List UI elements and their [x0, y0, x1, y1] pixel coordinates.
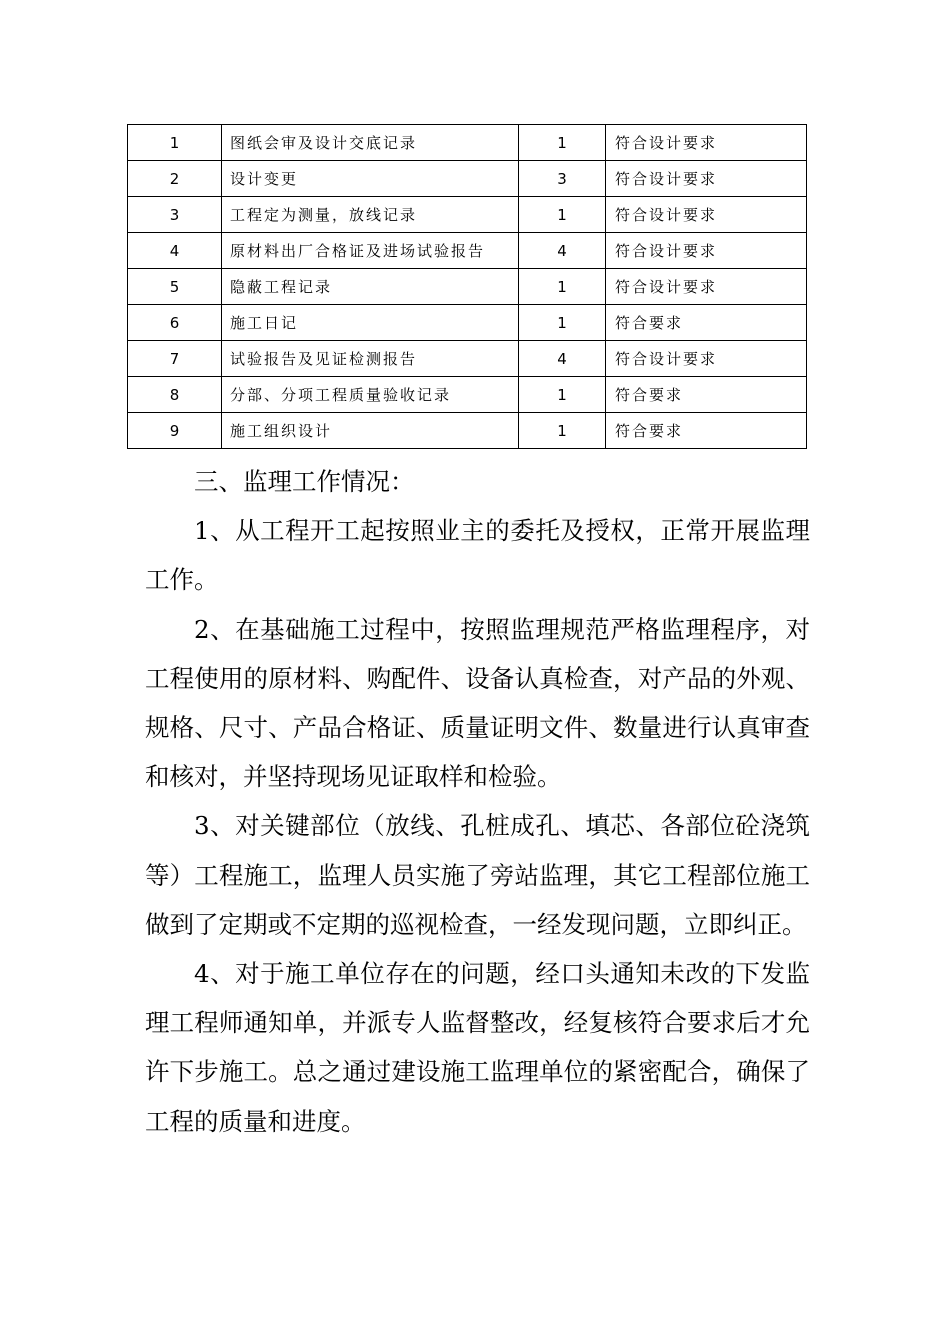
table-row — [128, 269, 807, 305]
row-number: 9 — [128, 413, 222, 449]
record-result: 符合设计要求 — [606, 341, 807, 377]
table-row — [128, 161, 807, 197]
record-name: 分部、分项工程质量验收记录 — [222, 377, 519, 413]
table-row — [128, 125, 807, 161]
records-table — [127, 124, 807, 449]
row-number: 6 — [128, 305, 222, 341]
record-result: 符合设计要求 — [606, 269, 807, 305]
table-row — [128, 233, 807, 269]
table-row — [128, 413, 807, 449]
record-name: 设计变更 — [222, 161, 519, 197]
table-row — [128, 197, 807, 233]
row-number: 8 — [128, 377, 222, 413]
record-name: 施工日记 — [222, 305, 519, 341]
record-result: 符合设计要求 — [606, 197, 807, 233]
table-row — [128, 341, 807, 377]
row-number: 2 — [128, 161, 222, 197]
record-count: 1 — [519, 305, 606, 341]
paragraph-1: 1、从工程开工起按照业主的委托及授权，正常开展监理工作。 — [145, 516, 810, 595]
record-result: 符合要求 — [606, 413, 807, 449]
record-count: 4 — [519, 233, 606, 269]
table-row — [128, 377, 807, 413]
record-count: 4 — [519, 341, 606, 377]
row-number: 3 — [128, 197, 222, 233]
row-number: 5 — [128, 269, 222, 305]
record-count: 1 — [519, 197, 606, 233]
record-count: 1 — [519, 269, 606, 305]
record-name: 试验报告及见证检测报告 — [222, 341, 519, 377]
record-result: 符合要求 — [606, 305, 807, 341]
record-result: 符合要求 — [606, 377, 807, 413]
record-name: 图纸会审及设计交底记录 — [222, 125, 519, 161]
record-result: 符合设计要求 — [606, 161, 807, 197]
record-count: 1 — [519, 125, 606, 161]
record-name: 工程定为测量，放线记录 — [222, 197, 519, 233]
record-count: 1 — [519, 413, 606, 449]
paragraph-4: 4、对于施工单位存在的问题，经口头通知未改的下发监理工程师通知单，并派专人监督整改，经复核符合要求后才允许下步施工。总之通过建设施工监理单位的紧密配合，确保了工程的质量和进度。 — [145, 959, 810, 1136]
table-row — [128, 305, 807, 341]
paragraph-3: 3、对关键部位（放线、孔桩成孔、填芯、各部位砼浇筑等）工程施工，监理人员实施了旁站监理，其它工程部位施工做到了定期或不定期的巡视检查，一经发现问题，立即纠正。 — [145, 811, 810, 939]
section-heading: 三、监理工作情况： — [194, 467, 415, 496]
record-count: 1 — [519, 377, 606, 413]
record-name: 隐蔽工程记录 — [222, 269, 519, 305]
supervision-section — [145, 457, 810, 1146]
paragraph-2: 2、在基础施工过程中，按照监理规范严格监理程序，对工程使用的原材料、购配件、设备认真检查，对产品的外观、规格、尺寸、产品合格证、质量证明文件、数量进行认真审查和核对，并坚持现场见证取样和检验。 — [145, 614, 810, 792]
row-number: 1 — [128, 125, 222, 161]
record-name: 原材料出厂合格证及进场试验报告 — [222, 233, 519, 269]
record-name: 施工组织设计 — [222, 413, 519, 449]
record-result: 符合设计要求 — [606, 233, 807, 269]
record-result: 符合设计要求 — [606, 125, 807, 161]
row-number: 7 — [128, 341, 222, 377]
row-number: 4 — [128, 233, 222, 269]
record-count: 3 — [519, 161, 606, 197]
